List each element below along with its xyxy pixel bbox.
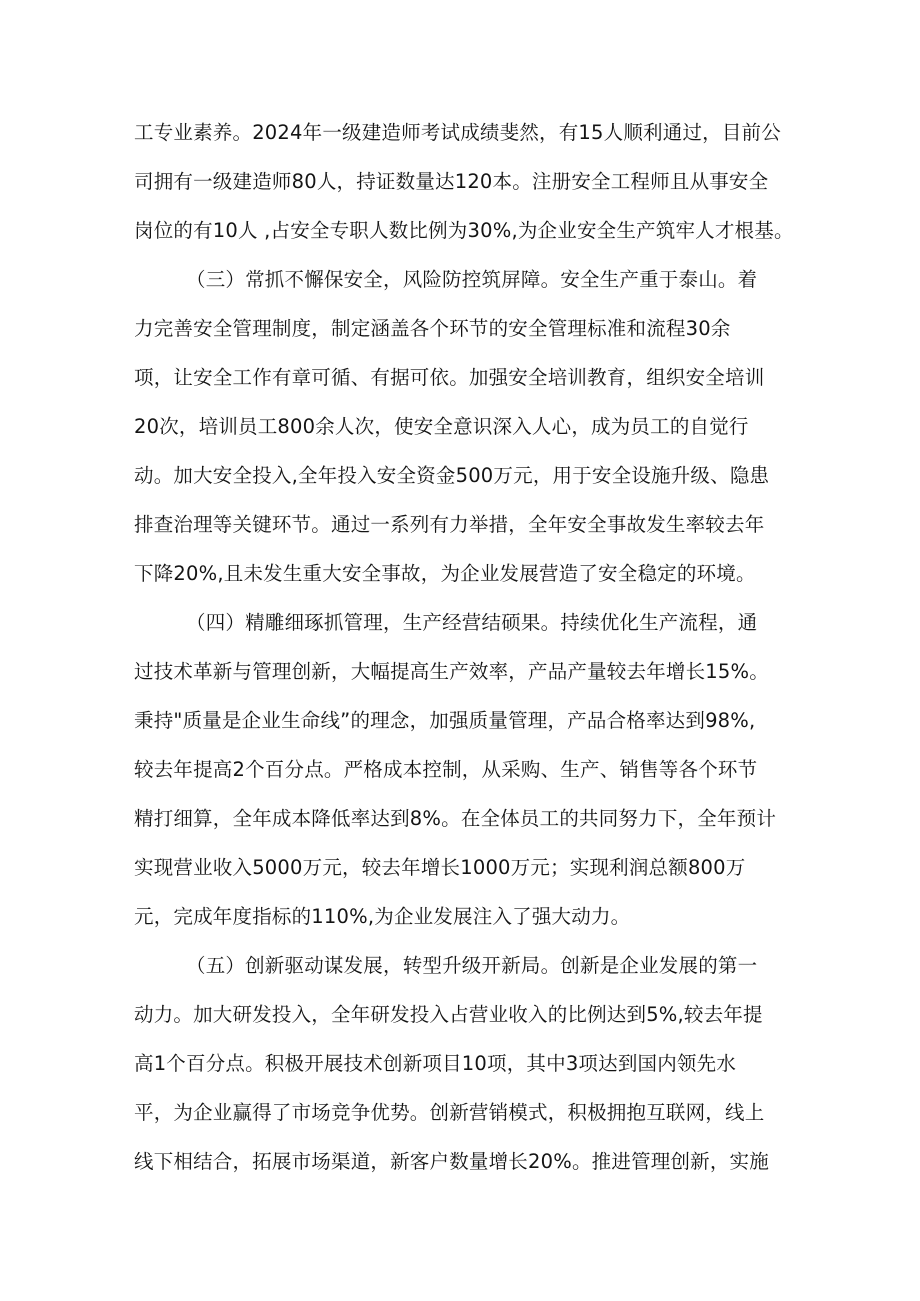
text-line: 排查治理等关键环节。通过一系列有力举措，全年安全事故发生率较去年 bbox=[134, 513, 765, 536]
text-line: 实现营业收入5000万元，较去年增长1000万元；实现利润总额800万 bbox=[134, 856, 746, 879]
text-line: 过技术革新与管理创新，大幅提高生产效率，产品产量较去年增长15%。 bbox=[134, 660, 769, 683]
text-line: 元，完成年度指标的110%,为企业发展注入了强大动力。 bbox=[134, 905, 631, 928]
text-line: 力完善安全管理制度，制定涵盖各个环节的安全管理标准和流程30余 bbox=[134, 317, 731, 340]
paragraph-heading-line: （三）常抓不懈保安全，风险防控筑屏障。安全生产重于泰山。着 bbox=[186, 268, 758, 291]
paragraph-heading-line: （五）创新驱动谋发展，转型升级开新局。创新是企业发展的第一 bbox=[186, 954, 758, 977]
text-line: 司拥有一级建造师80人，持证数量达120本。注册安全工程师且从事安全 bbox=[134, 170, 769, 193]
text-line: 秉持"质量是企业生命线”的理念，加强质量管理，产品合格率达到98%, bbox=[134, 709, 756, 732]
text-line: 岗位的有10人 ,占安全专职人数比例为30%,为企业安全生产筑牢人才根基。 bbox=[134, 219, 794, 242]
paragraph-heading-line: （四）精雕细琢抓管理，生产经营结硕果。持续优化生产流程，通 bbox=[186, 611, 758, 634]
text-line: 动。加大安全投入,全年投入安全资金500万元，用于安全设施升级、隐患 bbox=[134, 464, 770, 487]
text-line: 20次，培训员工800余人次，使安全意识深入人心，成为员工的自觉行 bbox=[134, 415, 749, 438]
text-line: 精打细算，全年成本降低率达到8%。在全体员工的共同努力下，全年预计 bbox=[134, 807, 777, 830]
text-line: 线下相结合，拓展市场渠道，新客户数量增长20%。推进管理创新，实施 bbox=[134, 1150, 769, 1173]
text-line: 平，为企业赢得了市场竞争优势。创新营销模式，积极拥抱互联网，线上 bbox=[134, 1101, 765, 1124]
text-line: 高1个百分点。积极开展技术创新项目10项，其中3项达到国内领先水 bbox=[134, 1052, 737, 1075]
text-line: 项，让安全工作有章可循、有据可依。加强安全培训教育，组织安全培训 bbox=[134, 366, 765, 389]
text-line: 较去年提高2个百分点。严格成本控制，从采购、生产、销售等各个环节 bbox=[134, 758, 758, 781]
text-line: 动力。加大研发投入，全年研发投入占营业收入的比例达到5%,较去年提 bbox=[134, 1003, 763, 1026]
text-line: 下降20%,且未发生重大安全事故，为企业发展营造了安全稳定的环境。 bbox=[134, 562, 756, 585]
text-line: 工专业素养。2024年一级建造师考试成绩斐然，有15人顺利通过，目前公 bbox=[134, 121, 781, 144]
